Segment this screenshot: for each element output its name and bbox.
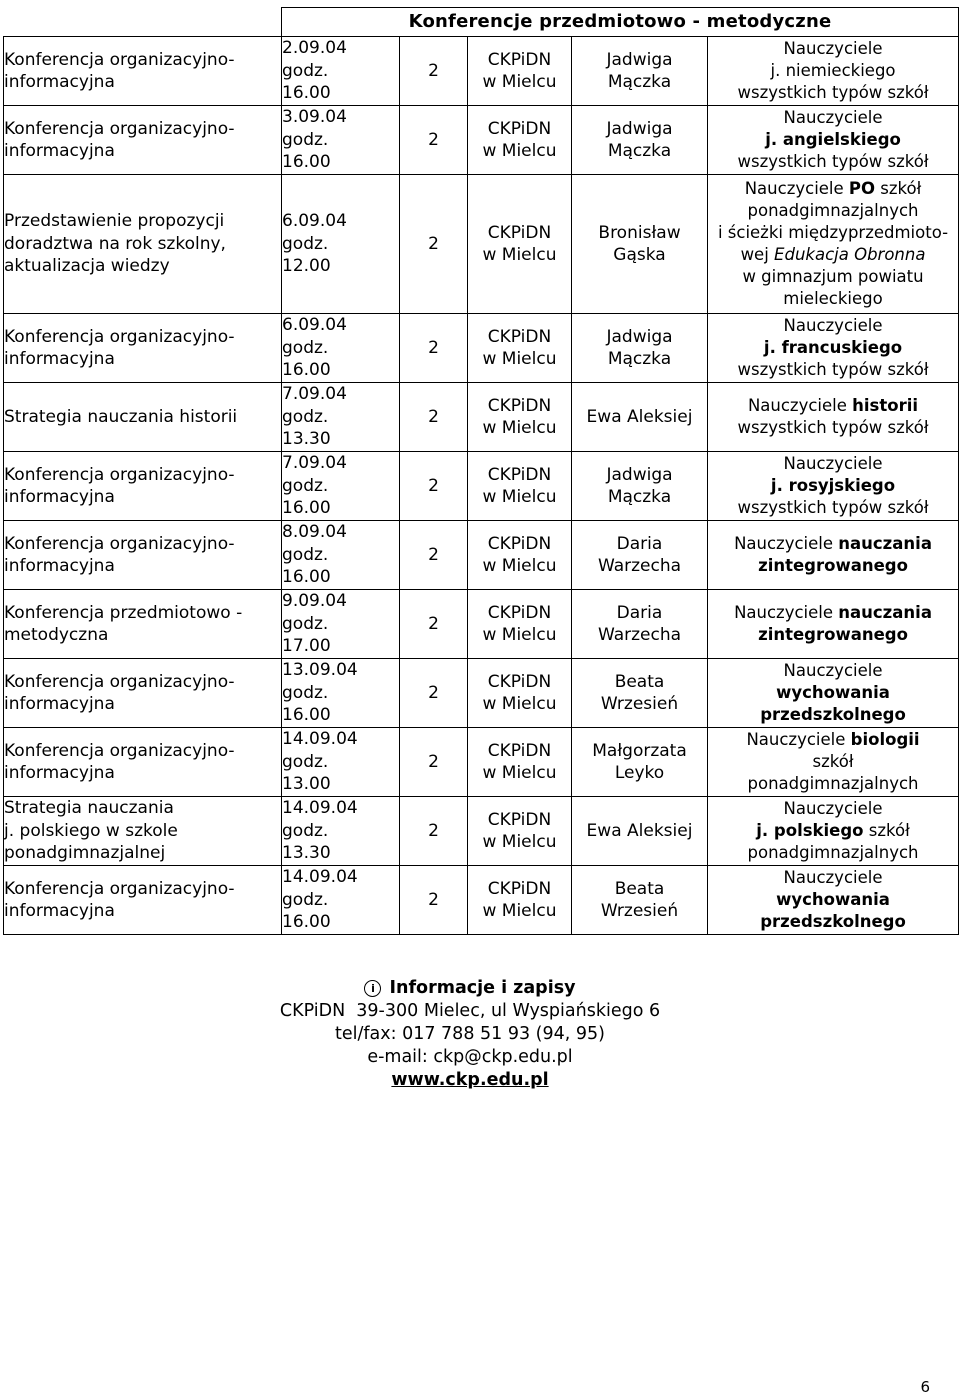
audience-text: j. angielskiego [765, 130, 901, 149]
info-phone: tel/fax: 017 788 51 93 (94, 95) [335, 1024, 605, 1044]
topic-line: informacyjna [4, 72, 115, 92]
date-cell [282, 866, 400, 935]
place-line: w Mielcu [482, 418, 557, 438]
audience-text: biologii [850, 730, 920, 749]
audience-text: Nauczyciele [744, 179, 849, 198]
audience-text: wszystkich typów szkół [737, 83, 929, 102]
date-cell [282, 728, 400, 797]
place-line: w Mielcu [482, 556, 557, 576]
date-line: 13.09.04 [282, 660, 358, 681]
topic-line: j. polskiego w szkole [4, 820, 178, 841]
audience-text: j. polskiego [756, 821, 864, 840]
audience-cell [708, 866, 959, 935]
place-cell [468, 797, 572, 866]
date-line: 14.09.04 [282, 729, 358, 750]
topic-line: informacyjna [4, 487, 115, 507]
audience-cell [708, 797, 959, 866]
audience-line [708, 129, 958, 151]
topic-line: aktualizacja wiedzy [4, 256, 170, 277]
leader-line: Mączka [607, 487, 672, 507]
date-line: 13.30 [282, 843, 331, 864]
audience-line [708, 729, 958, 751]
date-line: godz. [282, 751, 329, 772]
leader-line: Mączka [607, 72, 672, 92]
leader-line: Mączka [607, 349, 672, 369]
audience-cell [708, 175, 959, 314]
topic-line: Przedstawienie propozycji [4, 211, 225, 232]
topic-line: Konferencja organizacyjno- [4, 326, 235, 347]
hours-cell: 2 [400, 383, 468, 452]
info-section [0, 977, 940, 1092]
audience-line [708, 660, 958, 682]
leader-cell [572, 106, 708, 175]
leader-line: Wrzesień [600, 901, 679, 921]
audience-text: j. niemieckiego [770, 61, 896, 80]
audience-text: wszystkich typów szkół [737, 360, 929, 379]
place-cell [468, 175, 572, 314]
audience-cell [708, 383, 959, 452]
audience-line [708, 359, 958, 381]
leader-cell [572, 452, 708, 521]
audience-line [708, 911, 958, 933]
audience-text: Nauczyciele [734, 603, 839, 622]
leader-line: Jadwiga [606, 118, 673, 139]
hours-cell: 2 [400, 590, 468, 659]
date-line: godz. [282, 129, 329, 150]
audience-text: Nauczyciele [783, 454, 883, 473]
leader-cell [572, 175, 708, 314]
place-line: w Mielcu [482, 901, 557, 921]
topic-line: Strategia nauczania historii [4, 406, 238, 427]
leader-line: Ewa Aleksiej [586, 406, 693, 427]
leader-line: Małgorzata [592, 740, 687, 761]
table-row [4, 37, 959, 106]
audience-text: zintegrowanego [758, 556, 908, 575]
topic-cell [4, 797, 282, 866]
audience-text: Nauczyciele [746, 730, 851, 749]
audience-text: i ścieżki międzyprzedmioto- [717, 223, 949, 242]
date-line: godz. [282, 475, 329, 496]
place-cell [468, 728, 572, 797]
info-email[interactable]: e-mail: ckp@ckp.edu.pl [367, 1047, 573, 1067]
date-line: 7.09.04 [282, 453, 347, 474]
table-row [4, 314, 959, 383]
audience-line [708, 773, 958, 795]
leader-cell [572, 314, 708, 383]
topic-line: Konferencja przedmiotowo - [4, 602, 243, 623]
leader-cell [572, 521, 708, 590]
date-line: 16.00 [282, 83, 331, 104]
topic-line: informacyjna [4, 141, 115, 161]
audience-line [708, 200, 958, 222]
leader-line: Beata [614, 671, 665, 692]
audience-cell [708, 106, 959, 175]
date-cell [282, 452, 400, 521]
topic-cell [4, 866, 282, 935]
audience-cell [708, 37, 959, 106]
hours-cell: 2 [400, 106, 468, 175]
leader-cell [572, 590, 708, 659]
place-line: w Mielcu [482, 349, 557, 369]
topic-line: Konferencja organizacyjno- [4, 464, 235, 485]
place-line: w Mielcu [482, 694, 557, 714]
date-line: 7.09.04 [282, 384, 347, 405]
place-line: w Mielcu [482, 487, 557, 507]
audience-cell [708, 590, 959, 659]
leader-line: Warzecha [597, 625, 682, 645]
topic-cell [4, 452, 282, 521]
audience-line [708, 107, 958, 129]
topic-line: doradztwa na rok szkolny, [4, 233, 226, 254]
date-line: 14.09.04 [282, 867, 358, 888]
place-line: CKPiDN [487, 395, 552, 416]
place-cell [468, 659, 572, 728]
audience-text: Nauczyciele [783, 108, 883, 127]
table-row [4, 866, 959, 935]
audience-text: wychowania [776, 890, 890, 909]
audience-text: Nauczyciele [783, 868, 883, 887]
date-cell [282, 521, 400, 590]
audience-text: szkół [812, 752, 854, 771]
place-cell [468, 866, 572, 935]
audience-text: Nauczyciele [783, 316, 883, 335]
date-line: 16.00 [282, 152, 331, 173]
audience-line [708, 682, 958, 704]
audience-line [708, 151, 958, 173]
table-row [4, 797, 959, 866]
audience-text: wychowania [776, 683, 890, 702]
audience-text: Nauczyciele [783, 39, 883, 58]
audience-line [708, 889, 958, 911]
date-line: 16.00 [282, 567, 331, 588]
topic-line: Konferencja organizacyjno- [4, 118, 235, 139]
leader-line: Ewa Aleksiej [586, 820, 693, 841]
leader-line: Leyko [614, 763, 665, 783]
leader-line: Daria [616, 533, 663, 554]
audience-line [708, 453, 958, 475]
place-line: w Mielcu [482, 245, 557, 265]
page-number: 6 [920, 1378, 930, 1396]
audience-text: ponadgimnazjalnych [747, 843, 919, 862]
topic-cell [4, 37, 282, 106]
audience-text: j. francuskiego [763, 338, 903, 357]
leader-line: Mączka [607, 141, 672, 161]
leader-line: Beata [614, 878, 665, 899]
topic-cell [4, 106, 282, 175]
topic-line: ponadgimnazjalnej [4, 843, 166, 864]
place-cell [468, 452, 572, 521]
info-title: Informacje i zapisy [389, 978, 576, 998]
date-line: 16.00 [282, 705, 331, 726]
hours-cell: 2 [400, 175, 468, 314]
date-line: 8.09.04 [282, 522, 347, 543]
hours-cell: 2 [400, 37, 468, 106]
audience-text: historii [852, 396, 919, 415]
audience-text: mieleckiego [783, 289, 883, 308]
date-line: 13.30 [282, 429, 331, 450]
audience-line [708, 867, 958, 889]
audience-line [708, 315, 958, 337]
table-row [4, 175, 959, 314]
topic-cell [4, 659, 282, 728]
hours-cell: 2 [400, 797, 468, 866]
leader-line: Gąska [613, 245, 666, 265]
audience-cell [708, 314, 959, 383]
place-line: CKPiDN [487, 118, 552, 139]
date-line: 16.00 [282, 498, 331, 519]
table-header-row [4, 8, 959, 37]
place-line: w Mielcu [482, 141, 557, 161]
audience-line [708, 244, 958, 266]
topic-cell [4, 383, 282, 452]
topic-line: Konferencja organizacyjno- [4, 740, 235, 761]
date-cell [282, 175, 400, 314]
date-line: godz. [282, 889, 329, 910]
audience-line [708, 266, 958, 288]
topic-line: informacyjna [4, 556, 115, 576]
audience-text: wszystkich typów szkół [737, 418, 929, 437]
topic-cell [4, 314, 282, 383]
audience-line [708, 82, 958, 104]
leader-line: Jadwiga [606, 464, 673, 485]
leader-line: Wrzesień [600, 694, 679, 714]
audience-text: w gimnazjum powiatu [742, 267, 924, 286]
hours-cell: 2 [400, 314, 468, 383]
table-row [4, 106, 959, 175]
topic-line: informacyjna [4, 694, 115, 714]
date-line: godz. [282, 820, 329, 841]
audience-line [708, 288, 958, 310]
topic-line: informacyjna [4, 349, 115, 369]
place-line: CKPiDN [487, 602, 552, 623]
topic-line: Konferencja organizacyjno- [4, 49, 235, 70]
table-row [4, 590, 959, 659]
date-cell [282, 37, 400, 106]
place-line: w Mielcu [482, 625, 557, 645]
topic-line: Konferencja organizacyjno- [4, 671, 235, 692]
audience-line [708, 38, 958, 60]
date-line: godz. [282, 544, 329, 565]
topic-line: metodyczna [4, 625, 109, 645]
audience-line [708, 60, 958, 82]
place-line: CKPiDN [487, 533, 552, 554]
place-cell [468, 590, 572, 659]
table-row [4, 383, 959, 452]
audience-text: zintegrowanego [758, 625, 908, 644]
leader-cell [572, 797, 708, 866]
place-line: CKPiDN [487, 878, 552, 899]
place-line: w Mielcu [482, 763, 557, 783]
leader-cell [572, 383, 708, 452]
audience-text: j. rosyjskiego [770, 476, 896, 495]
date-line: 16.00 [282, 360, 331, 381]
date-line: godz. [282, 337, 329, 358]
info-address: CKPiDN 39-300 Mielec, ul Wyspiańskiego 6 [279, 1001, 661, 1021]
date-line: 17.00 [282, 636, 331, 657]
date-cell [282, 797, 400, 866]
place-line: CKPiDN [487, 222, 552, 243]
schedule-table [3, 7, 959, 935]
audience-line [708, 222, 958, 244]
table-title: Konferencje przedmiotowo - metodyczne [282, 8, 959, 37]
leader-line: Jadwiga [606, 326, 673, 347]
audience-line [708, 475, 958, 497]
place-line: CKPiDN [487, 740, 552, 761]
date-line: 6.09.04 [282, 315, 347, 336]
audience-cell [708, 659, 959, 728]
audience-line [708, 533, 958, 555]
audience-text: nauczania [838, 603, 932, 622]
date-line: 6.09.04 [282, 211, 347, 232]
audience-text: Nauczyciele [747, 396, 853, 415]
table-row [4, 521, 959, 590]
hours-cell: 2 [400, 521, 468, 590]
audience-text: wszystkich typów szkół [737, 498, 929, 517]
audience-text: Edukacja Obronna [774, 245, 926, 264]
date-line: 12.00 [282, 256, 331, 277]
date-cell [282, 590, 400, 659]
audience-text: PO [848, 179, 876, 198]
hours-cell: 2 [400, 866, 468, 935]
hours-cell: 2 [400, 659, 468, 728]
place-line: w Mielcu [482, 72, 557, 92]
place-cell [468, 314, 572, 383]
audience-line [708, 497, 958, 519]
topic-line: Konferencja organizacyjno- [4, 533, 235, 554]
date-line: 14.09.04 [282, 798, 358, 819]
date-line: godz. [282, 233, 329, 254]
audience-text: nauczania [838, 534, 932, 553]
audience-line [708, 820, 958, 842]
audience-text: Nauczyciele [783, 799, 883, 818]
date-line: 2.09.04 [282, 38, 347, 59]
audience-cell [708, 521, 959, 590]
table-row [4, 728, 959, 797]
audience-line [708, 751, 958, 773]
topic-line: informacyjna [4, 901, 115, 921]
place-cell [468, 521, 572, 590]
audience-text: przedszkolnego [760, 705, 906, 724]
topic-cell [4, 590, 282, 659]
audience-text: ponadgimnazjalnych [747, 201, 919, 220]
info-title-row [0, 977, 940, 1000]
audience-line [708, 842, 958, 864]
date-line: 3.09.04 [282, 107, 347, 128]
topic-cell [4, 175, 282, 314]
date-line: godz. [282, 60, 329, 81]
hours-cell: 2 [400, 728, 468, 797]
audience-line [708, 624, 958, 646]
leader-cell [572, 37, 708, 106]
date-line: godz. [282, 613, 329, 634]
leader-line: Bronisław [598, 222, 681, 243]
place-line: CKPiDN [487, 809, 552, 830]
date-line: godz. [282, 682, 329, 703]
audience-text: szkół [863, 821, 910, 840]
place-line: w Mielcu [482, 832, 557, 852]
date-cell [282, 659, 400, 728]
audience-text: ponadgimnazjalnych [747, 774, 919, 793]
audience-text: szkół [875, 179, 922, 198]
place-cell [468, 106, 572, 175]
audience-text: wej [740, 245, 775, 264]
audience-line [708, 798, 958, 820]
place-cell [468, 383, 572, 452]
place-cell [468, 37, 572, 106]
date-line: 9.09.04 [282, 591, 347, 612]
audience-text: Nauczyciele [783, 661, 883, 680]
place-line: CKPiDN [487, 464, 552, 485]
topic-line: Konferencja organizacyjno- [4, 878, 235, 899]
website-link[interactable]: www.ckp.edu.pl [391, 1070, 549, 1090]
leader-cell [572, 866, 708, 935]
leader-line: Daria [616, 602, 663, 623]
place-line: CKPiDN [487, 671, 552, 692]
date-line: 16.00 [282, 912, 331, 933]
audience-line [708, 178, 958, 200]
date-cell [282, 106, 400, 175]
audience-cell [708, 452, 959, 521]
leader-cell [572, 659, 708, 728]
topic-line: Strategia nauczania [4, 798, 174, 819]
audience-line [708, 555, 958, 577]
leader-line: Warzecha [597, 556, 682, 576]
leader-cell [572, 728, 708, 797]
audience-line [708, 704, 958, 726]
audience-text: wszystkich typów szkół [737, 152, 929, 171]
date-line: godz. [282, 406, 329, 427]
audience-cell [708, 728, 959, 797]
topic-cell [4, 521, 282, 590]
topic-line: informacyjna [4, 763, 115, 783]
topic-cell [4, 728, 282, 797]
hours-cell: 2 [400, 452, 468, 521]
date-cell [282, 314, 400, 383]
leader-line: Jadwiga [606, 49, 673, 70]
audience-line [708, 395, 958, 417]
date-line: 13.00 [282, 774, 331, 795]
date-cell [282, 383, 400, 452]
audience-line [708, 417, 958, 439]
place-line: CKPiDN [487, 326, 552, 347]
audience-text: Nauczyciele [734, 534, 839, 553]
place-line: CKPiDN [487, 49, 552, 70]
audience-text: przedszkolnego [760, 912, 906, 931]
table-row [4, 452, 959, 521]
info-icon: i [364, 980, 381, 997]
audience-line [708, 337, 958, 359]
audience-line [708, 602, 958, 624]
table-row [4, 659, 959, 728]
